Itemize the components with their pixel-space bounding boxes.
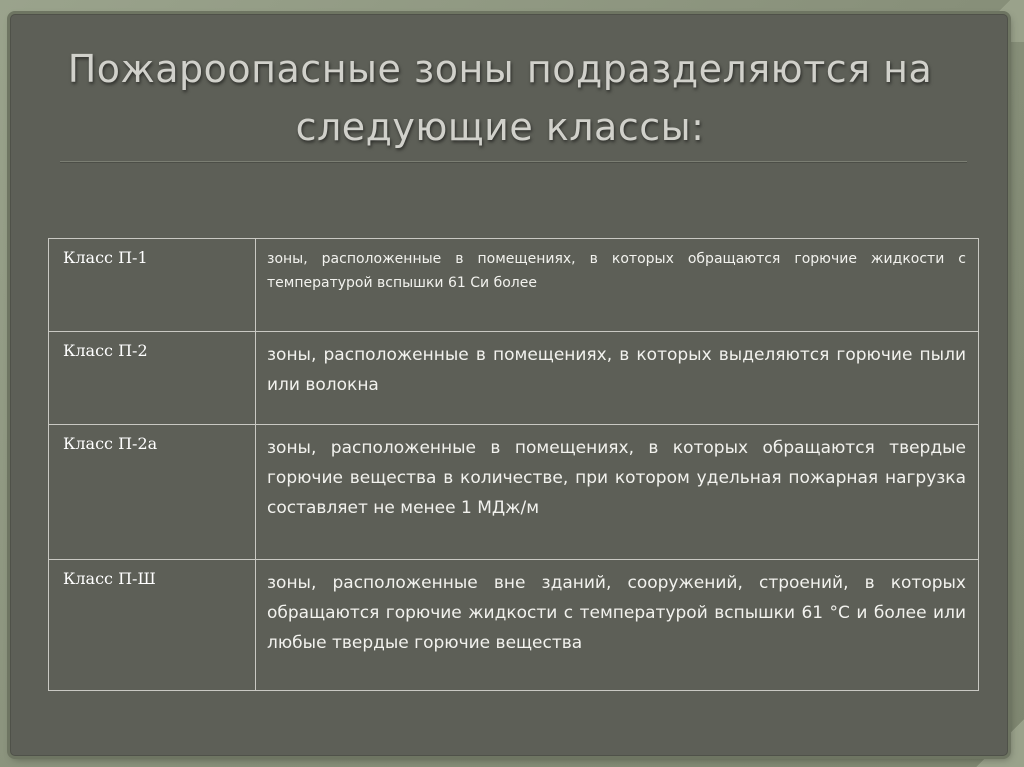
table-row	[49, 239, 979, 332]
class-label-cell: Класс П-1	[49, 239, 256, 332]
class-description-cell: зоны, расположенные вне зданий, сооружений, строений, в которых обращаются горючие жидкости с температурой вспышки 61 °С и более или любые твердые горючие вещества	[256, 560, 979, 691]
table-row	[49, 425, 979, 560]
table-row	[49, 560, 979, 691]
slide-title	[40, 40, 960, 156]
class-label-cell: Класс П-2а	[49, 425, 256, 560]
class-label-cell: Класс П-Ш	[49, 560, 256, 691]
slide-title-line-2: следующие классы:	[295, 105, 705, 149]
class-description-cell: зоны, расположенные в помещениях, в которых выделяются горючие пыли или волокна	[256, 332, 979, 425]
table-row	[49, 332, 979, 425]
class-label-cell: Класс П-2	[49, 332, 256, 425]
class-description-cell: зоны, расположенные в помещениях, в которых обращаются горючие жидкости с температурой вспышки 61 Си более	[256, 239, 979, 332]
slide-title-line-1: Пожароопасные зоны подразделяются на	[67, 47, 933, 91]
class-description-cell: зоны, расположенные в помещениях, в которых обращаются твердые горючие вещества в количестве, при котором удельная пожарная нагрузка составляет не менее 1 МДж/м	[256, 425, 979, 560]
fire-zone-classes-table	[48, 238, 979, 691]
title-divider	[60, 161, 967, 163]
